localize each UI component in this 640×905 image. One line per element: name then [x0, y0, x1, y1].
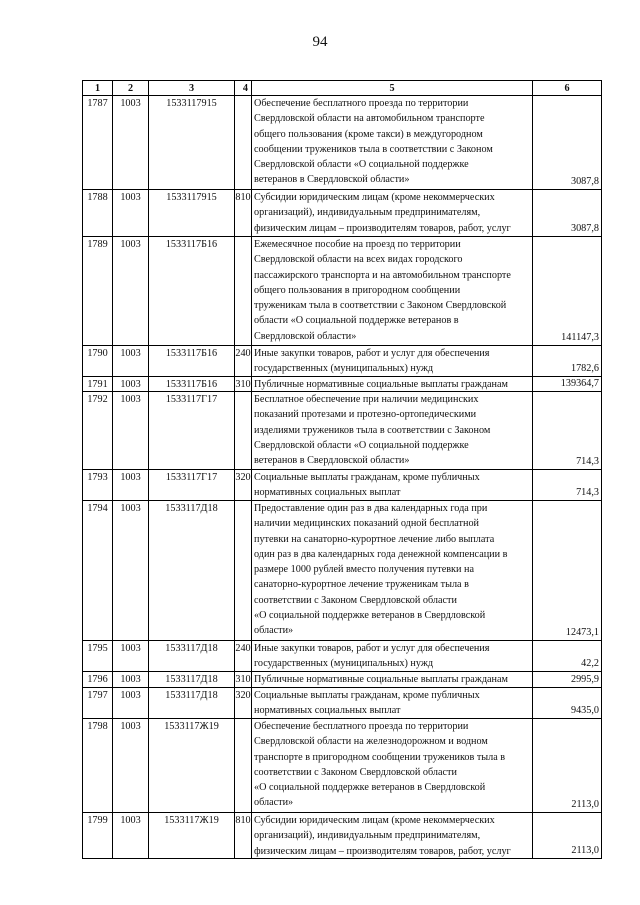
description-line: пассажирского транспорта и на автомобильном транспорте [254, 269, 511, 281]
table-row [82, 671, 602, 687]
description-line: Свердловской области «О социальной поддержке [254, 439, 469, 451]
description [251, 501, 532, 640]
header-col-2: 2 [112, 81, 148, 95]
description [251, 96, 532, 189]
description-line: нормативных социальных выплат [254, 487, 401, 499]
description-line: один раз в два календарных года денежной компенсации в [254, 548, 508, 560]
target-article-code: 1533117Д18 [148, 688, 234, 718]
description-line: Свердловской области на автомобильном транспорте [254, 113, 485, 125]
section-code: 1003 [112, 392, 148, 469]
row-number: 1795 [82, 641, 112, 671]
amount-cell [532, 346, 602, 376]
description [251, 190, 532, 236]
amount-cell [532, 641, 602, 671]
amount: 9435,0 [570, 704, 599, 716]
expense-kind-code [234, 237, 251, 345]
header-col-1: 1 [82, 81, 112, 95]
target-article-code: 1533117Д18 [148, 501, 234, 640]
amount: 139364,7 [560, 377, 599, 389]
description-line: Свердловской области» [254, 330, 357, 342]
description-line: Социальные выплаты гражданам, кроме публичных [254, 472, 480, 483]
amount-cell [532, 672, 602, 687]
description-line: Обеспечение бесплатного проезда по территории [254, 721, 469, 732]
description-line: общего пользования (кроме такси) в междугородном [254, 128, 483, 140]
row-number: 1798 [82, 719, 112, 812]
section-code: 1003 [112, 377, 148, 391]
amount: 2113,0 [571, 798, 599, 810]
section-code: 1003 [112, 719, 148, 812]
amount-cell [532, 719, 602, 812]
description-line: сообщении тружеников тыла в соответствии с Законом [254, 143, 493, 155]
amount-cell [532, 377, 602, 391]
expense-kind-code [234, 719, 251, 812]
row-number: 1797 [82, 688, 112, 718]
amount-cell [532, 501, 602, 640]
description-line: показаний протезами и протезно-ортопедическими [254, 409, 477, 421]
description-line: «О социальной поддержке ветеранов в Свердловской [254, 782, 486, 794]
section-code: 1003 [112, 813, 148, 858]
table-row [82, 718, 602, 812]
description-line: Социальные выплаты гражданам, кроме публичных [254, 690, 480, 701]
description-line: Иные закупки товаров, работ и услуг для обеспечения [254, 348, 490, 359]
row-number: 1799 [82, 813, 112, 858]
row-number: 1793 [82, 470, 112, 500]
expense-kind-code: 240 [234, 346, 251, 376]
description-line: Субсидии юридическим лицам (кроме некоммерческих [254, 815, 495, 826]
row-number: 1790 [82, 346, 112, 376]
description-line: физическим лицам – производителям товаров, работ, услуг [254, 845, 511, 857]
expense-kind-code: 310 [235, 674, 251, 685]
target-article-code: 1533117Ж19 [148, 719, 234, 812]
description-line: государственных (муниципальных) нужд [254, 658, 434, 670]
target-article-code: 1533117Д18 [148, 672, 234, 687]
page-number: 94 [312, 34, 328, 50]
description-line: Свердловской области «О социальной поддержке [254, 159, 469, 171]
description-line: Свердловской области на всех видах городского [254, 254, 463, 266]
section-code: 1003 [112, 688, 148, 718]
section-code: 1003 [112, 96, 148, 189]
description-line: организаций), индивидуальным предпринимателям, [254, 207, 481, 219]
amount: 42,2 [581, 657, 599, 669]
description [251, 719, 532, 812]
description-line: путевки на санаторно-курортное лечение либо выплата [254, 533, 495, 545]
section-code: 1003 [112, 641, 148, 671]
amount: 2995,9 [570, 673, 599, 685]
amount-cell [532, 688, 602, 718]
description-line: Публичные нормативные социальные выплаты гражданам [254, 379, 508, 390]
amount-cell [532, 392, 602, 469]
description [251, 688, 532, 718]
description-line: соответствии с Законом Свердловской области [254, 766, 457, 778]
description [251, 392, 532, 469]
expense-kind-code: 320 [234, 688, 251, 718]
description-line: соответствии с Законом Свердловской области [254, 594, 457, 606]
description-line: Свердловской области на железнодорожном и водном [254, 736, 488, 748]
table-row [82, 95, 602, 189]
table-row [82, 391, 602, 469]
table-row [82, 812, 602, 859]
budget-table [82, 80, 602, 857]
expense-kind-code [234, 501, 251, 640]
description-line: труженикам тыла в соответствии с Законом Свердловской [254, 300, 507, 312]
section-code: 1003 [112, 501, 148, 640]
table-row [82, 189, 602, 236]
amount: 1782,6 [570, 362, 599, 374]
amount: 3087,8 [570, 222, 599, 234]
description-line: ветеранов в Свердловской области» [254, 174, 410, 186]
row-number: 1792 [82, 392, 112, 469]
expense-kind-code: 810 [234, 813, 251, 858]
expense-kind-code: 240 [234, 641, 251, 671]
description-line: наличии медицинских показаний одной бесплатной [254, 518, 479, 530]
description-line: транспорте в пригородном сообщении тружеников тыла в [254, 751, 506, 763]
section-code: 1003 [112, 672, 148, 687]
row-number: 1789 [82, 237, 112, 345]
description-line: государственных (муниципальных) нужд [254, 363, 434, 375]
description-line: организаций), индивидуальным предпринимателям, [254, 830, 481, 842]
description-line: физическим лицам – производителям товаров, работ, услуг [254, 222, 511, 234]
amount: 2113,0 [571, 844, 599, 856]
description-line: области «О социальной поддержке ветеранов в [254, 315, 459, 327]
description [251, 470, 532, 500]
table-row [82, 236, 602, 345]
description-line: Предоставление один раз в два календарных года при [254, 503, 488, 514]
amount: 141147,3 [561, 331, 599, 343]
row-number: 1787 [82, 96, 112, 189]
header-col-6: 6 [532, 81, 602, 95]
row-number: 1788 [82, 190, 112, 236]
table-row [82, 345, 602, 376]
amount-cell [532, 470, 602, 500]
description [251, 237, 532, 345]
row-number: 1794 [82, 501, 112, 640]
description-line: Иные закупки товаров, работ и услуг для обеспечения [254, 643, 490, 654]
description-line: области» [254, 625, 294, 637]
description-line: области» [254, 797, 294, 809]
description-line: санаторно-курортное лечение труженикам тыла в [254, 579, 469, 591]
description [251, 346, 532, 376]
description-line: общего пользования в пригородном сообщении [254, 284, 461, 296]
table-row [82, 640, 602, 671]
target-article-code: 1533117915 [148, 190, 234, 236]
target-article-code: 1533117Б16 [148, 377, 234, 391]
expense-kind-code [234, 392, 251, 469]
amount: 3087,8 [570, 175, 599, 187]
expense-kind-code [234, 96, 251, 189]
table-row [82, 500, 602, 640]
description [251, 641, 532, 671]
amount: 714,3 [576, 486, 599, 498]
target-article-code: 1533117Г17 [148, 470, 234, 500]
description-line: Публичные нормативные социальные выплаты гражданам [254, 674, 508, 685]
description-line: Субсидии юридическим лицам (кроме некоммерческих [254, 192, 495, 203]
section-code: 1003 [112, 470, 148, 500]
amount-cell [532, 237, 602, 345]
target-article-code: 1533117Ж19 [148, 813, 234, 858]
amount: 714,3 [576, 455, 599, 467]
row-number: 1791 [82, 377, 112, 391]
description-line: ветеранов в Свердловской области» [254, 455, 410, 467]
section-code: 1003 [112, 346, 148, 376]
section-code: 1003 [112, 190, 148, 236]
target-article-code: 1533117Б16 [148, 346, 234, 376]
table-row [82, 376, 602, 391]
description-line: изделиями тружеников тыла в соответствии с Законом [254, 424, 491, 436]
amount-cell [532, 813, 602, 858]
table-row [82, 469, 602, 500]
description [251, 672, 532, 687]
description-line: Бесплатное обеспечение при наличии медицинских [254, 394, 479, 405]
target-article-code: 1533117Б16 [148, 237, 234, 345]
description [251, 813, 532, 858]
description-line: нормативных социальных выплат [254, 705, 401, 717]
header-col-5: 5 [251, 81, 532, 95]
amount-cell [532, 96, 602, 189]
expense-kind-code: 810 [234, 190, 251, 236]
row-number: 1796 [82, 672, 112, 687]
description-line: Обеспечение бесплатного проезда по территории [254, 98, 469, 109]
table-header-row [82, 80, 602, 95]
expense-kind-code: 310 [235, 379, 251, 390]
description-line: Ежемесячное пособие на проезд по территории [254, 239, 461, 250]
expense-kind-code: 320 [234, 470, 251, 500]
section-code: 1003 [112, 237, 148, 345]
amount: 12473,1 [565, 626, 599, 638]
amount-cell [532, 190, 602, 236]
target-article-code: 1533117Г17 [148, 392, 234, 469]
target-article-code: 1533117915 [148, 96, 234, 189]
description [251, 377, 532, 391]
header-col-3: 3 [148, 81, 234, 95]
description-line: размере 1000 рублей вместо получения путевки на [254, 564, 474, 576]
description-line: «О социальной поддержке ветеранов в Свердловской [254, 610, 486, 622]
target-article-code: 1533117Д18 [148, 641, 234, 671]
header-col-4: 4 [234, 81, 251, 95]
table-row [82, 687, 602, 718]
